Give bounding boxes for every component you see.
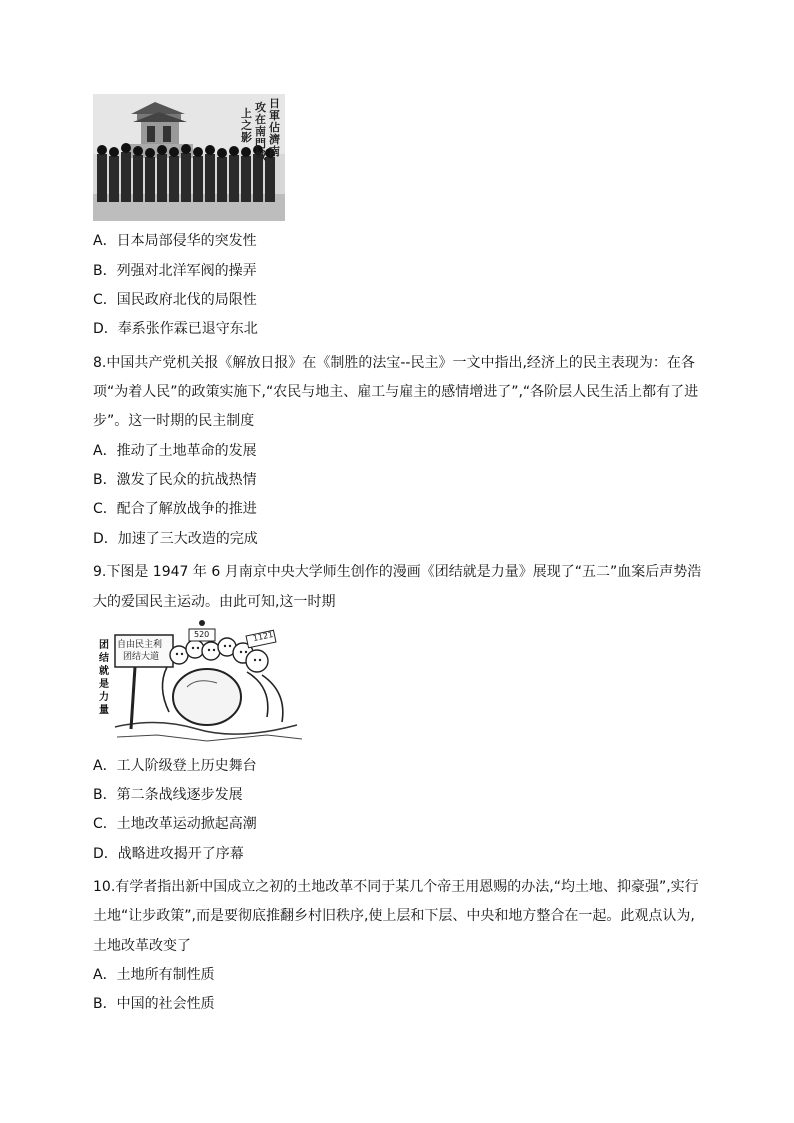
cartoon-sign-line-1: 自由民主利 — [117, 640, 163, 650]
q7-option-b: B．列强对北洋军阀的操弄 — [93, 263, 257, 279]
q8-option-c: C．配合了解放战争的推进 — [93, 501, 257, 517]
q8-option-a: A．推动了土地革命的发展 — [93, 443, 257, 459]
cartoon-tag-520: 520 — [194, 630, 210, 639]
q8-option-b: B．激发了民众的抗战热情 — [93, 472, 257, 488]
q10-option-a: A．土地所有制性质 — [93, 967, 215, 983]
q9-stem-line-2: 大的爱国民主运动。由此可知,这一时期 — [93, 594, 336, 610]
q8-stem-line-2: 项“为着人民”的政策实施下,“农民与地主、雇工与雇主的感情增进了”,“各阶层人民生活上都有了进 — [93, 384, 699, 400]
q7-option-a: A．日本局部侵华的突发性 — [93, 233, 257, 249]
q10-stem-line-1: 10.有学者指出新中国成立之初的土地改革不同于某几个帝王用恩赐的办法,“均土地、抑豪强”,实行 — [93, 879, 699, 895]
photo-caption-line-3: 上之影 — [241, 107, 252, 144]
q7-option-d: D．奉系张作霖已退守东北 — [93, 321, 258, 337]
q8-stem-line-1: 8.中国共产党机关报《解放日报》在《制胜的法宝--民主》一文中指出,经济上的民主表现为：在各 — [93, 355, 695, 371]
q7-option-c: C．国民政府北伐的局限性 — [93, 292, 257, 308]
historical-photo — [93, 94, 285, 221]
photo-caption-line-2: 攻在南門城 — [255, 101, 266, 162]
q9-stem-line-1: 9.下图是 1947 年 6 月南京中央大学师生创作的漫画《团结就是力量》展现了“五二”血案后声势浩 — [93, 564, 702, 580]
cartoon-sign-line-2: 团结大道 — [123, 652, 160, 662]
q9-option-a: A．工人阶级登上历史舞台 — [93, 758, 257, 774]
photo-caption-line-1: 日軍佔濟南 — [269, 97, 280, 158]
q10-stem-line-2: 土地“让步政策”,而是要彻底推翻乡村旧秩序,使上层和下层、中央和地方整合在一起。此观点认为, — [93, 908, 695, 924]
q8-stem-line-3: 步”。这一时期的民主制度 — [93, 413, 255, 429]
q9-option-b: B．第二条战线逐步发展 — [93, 787, 243, 803]
cartoon-tag-1121: 1121 — [252, 629, 274, 644]
unity-cartoon — [97, 617, 309, 745]
q8-option-d: D．加速了三大改造的完成 — [93, 531, 258, 547]
q10-stem-line-3: 土地改革改变了 — [93, 938, 191, 954]
q10-option-b: B．中国的社会性质 — [93, 996, 215, 1012]
q9-option-d: D．战略进攻揭开了序幕 — [93, 846, 244, 862]
q9-option-c: C．土地改革运动掀起高潮 — [93, 816, 257, 832]
cartoon-side-title: 团结就是力量 — [99, 640, 109, 716]
